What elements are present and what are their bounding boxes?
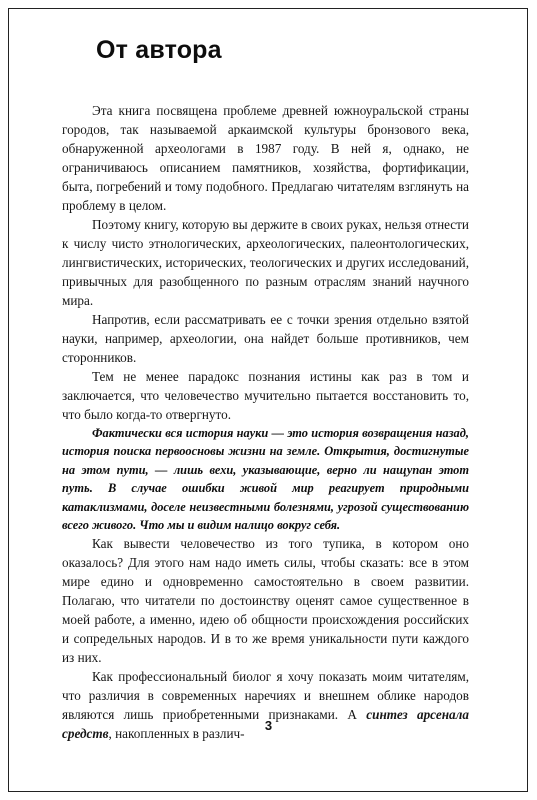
paragraph-biologist-text: Как профессиональный биолог я хочу показать моим читателям, что различия в современных наречиях и внешнем облике народов являются лишь приобретенными признаками. А — [62, 669, 469, 723]
paragraph-classification: Поэтому книгу, которую вы держите в своих руках, нельзя отнести к числу чисто этнологических, археологических, палеонтологических, лингвистических, исторических, теологических и других исследований, привычных для разобщенного по разным отраслям знаний научного мира. — [62, 217, 469, 308]
chapter-title: От автора — [96, 36, 222, 64]
paragraph-opponents: Напротив, если рассматривать ее с точки зрения отдельно взятой науки, например, археологии, она найдет больше противников, чем сторонников. — [62, 312, 469, 365]
body-text — [62, 101, 469, 743]
paragraph-paradox: Тем не менее парадокс познания истины как раз в том и заключается, что человечество мучительно пытается восстановить то, что было когда-то отвергнуто. — [62, 369, 469, 422]
paragraph-intro: Эта книга посвящена проблеме древней южноуральской страны городов, так называемой аркаимской культуры бронзового века, обнаруженной археологами в 1987 году. В ней я, однако, не ограничиваюсь описанием памятников, хозяйства, фортификации, быта, погребений и тому подобного. Предлагаю читателям взглянуть на проблему в целом. — [62, 103, 469, 213]
emphasis-synthesis: синтез арсенала средств — [62, 707, 469, 742]
paragraph-biologist-continuation: , накопленных в различ- — [108, 726, 245, 742]
paragraph-deadlock: Как вывести человечество из того тупика, в котором оно оказалось? Для этого нам надо иметь силы, чтобы сказать: все в этом мире едино и одновременно самостоятельно в своем развитии. Полагаю, что читатели по достоинству оценят самое существенное в моей работе, а именно, идею об общности происхождения российских и сопредельных народов. И в то же время уникальности пути каждого из них. — [62, 536, 469, 666]
page-number: 3 — [264, 718, 273, 733]
paragraph-history-of-science: Фактически вся история науки — это история возвращения назад, история поиска первоосновы жизни на земле. Открытия, достигнутые на этом пути, — лишь вехи, указывающие, верно ли нащупан этот путь. В случае ошибки живой мир реагирует природными катаклизмами, доселе неизвестными болезнями, угрозой существованию всего живого. Что мы и видим налицо вокруг себя. — [62, 426, 469, 533]
